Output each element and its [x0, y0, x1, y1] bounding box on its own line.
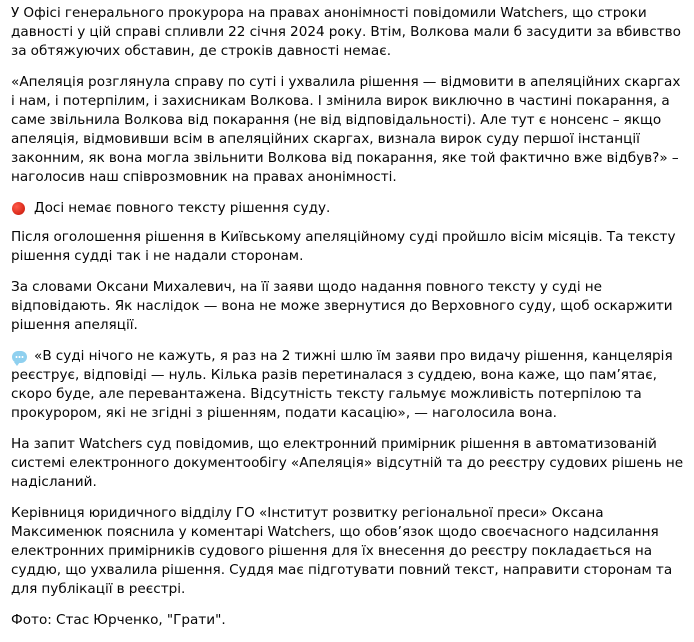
- post-body: [11, 4, 687, 642]
- photo-credit: Фото: Стас Юрченко, "Грати".: [11, 612, 226, 628]
- paragraph-eight-months: Після оголошення рішення в Київському апеляційному суді пройшло вісім місяців. Та тексту рішення суддi так і не надали сторонам.: [11, 229, 676, 264]
- paragraph-no-full-text: [11, 199, 687, 218]
- paragraph-appeal-quote: «Апеляція розглянула справу по суті і ухвалила рішення — відмовити в апеляційних скаргах і нам, і потерпілим, і захисникам Волкова. І змінила вирок виключно в частині покарання, а саме звільнила Волкова від покарання (не від відповідальності). Але тут є нонсенс – якщо апеляція, відмовивши всім в апеляційних скаргах, визнала вирок суду першої інстанції законним, як вона могла звільнити Волкова від покарання, яке той фактично вже відбув?» – наголосив наш співрозмовник на правах анонімності.: [11, 74, 681, 185]
- red-circle-icon: [12, 202, 25, 215]
- no-full-text-label: Досі немає повного тексту рішення суду.: [34, 200, 331, 216]
- court-silence-quote-text: «В суді нічого не кажуть, я раз на 2 тижні шлю їм заяви про видачу рішення, канцелярія реєструє, відповіді — нуль. Кілька разів перетиналася з суддею, вона каже, що пам’ятає, скоро буде, але перевантажена. Відсутність тексту гальмує можливість потерпілою та прокурором, які не згідні з рішенням, подати касацію», — наголосила вона.: [11, 348, 673, 421]
- paragraph-mykhalevych: За словами Оксани Михалевич, на її заяви щодо надання повного тексту у суді не відповідають. Як наслідок — вона не може звернутися до Верховного суду, щоб оскаржити рішення апеляції.: [11, 279, 673, 333]
- paragraph-prosecutor-office: У Офісі генерального прокурора на правах анонімності повідомили Watchers, що строки давності у цій справі спливли 22 січня 2024 року. Втім, Волкова мали б засудити за вбивство за обтяжуючих обставин, де строків давності немає.: [11, 5, 682, 59]
- paragraph-maksymeniuk: Керівниця юридичного відділу ГО «Інститут розвитку регіональної преси» Оксана Максименюк пояснила у коментарі Watchers, що обов’язок щодо своєчасного надсилання електронних примірників судового рішення для їх внесення до реєстру покладається на суддю, що ухвалила рішення. Суддя має підготувати повний текст, направити сторонам та для публікації в реєстрі.: [11, 505, 673, 597]
- speech-bubble-icon: [12, 351, 27, 363]
- paragraph-court-response: На запит Watchers суд повідомив, що електронний примірник рішення в автоматизованій системі електронного документообігу «Апеляція» відсутній та до реєстру судових рішень не надісланий.: [11, 436, 684, 490]
- paragraph-court-silence-quote: [11, 347, 687, 423]
